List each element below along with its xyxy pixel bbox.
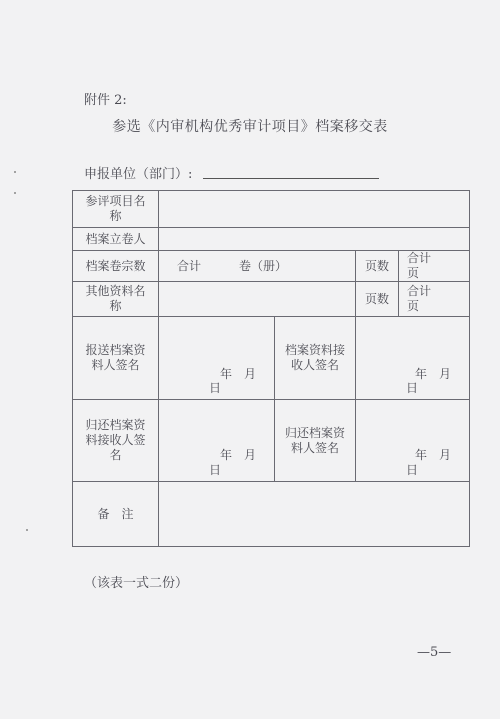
other-materials-value <box>159 282 356 317</box>
other-page-total-label: 合计 <box>407 284 432 298</box>
table-row <box>73 251 470 282</box>
table-row <box>73 228 470 251</box>
page-unit-label: 页 <box>407 266 420 280</box>
other-page-total-cell <box>399 282 470 317</box>
return-receiver-year-month: 年 月 <box>219 448 256 462</box>
reporting-unit-line <box>203 178 379 179</box>
other-materials-label: 其他资料名称 <box>73 282 159 317</box>
filer-value <box>159 228 470 251</box>
return-sender-day: 日 <box>406 463 419 477</box>
project-name-label: 参评项目名称 <box>73 191 159 228</box>
reporting-unit-label: 申报单位（部门）: <box>84 167 193 182</box>
volume-count-cell <box>159 251 356 282</box>
page-count-label: 页数 <box>356 251 399 282</box>
return-receiver-day: 日 <box>209 463 222 477</box>
other-page-count-label: 页数 <box>356 282 399 317</box>
document-title: 参选《内审机构优秀审计项目》档案移交表 <box>112 119 388 135</box>
scan-speck <box>14 171 16 173</box>
transfer-form-table <box>72 190 470 547</box>
volume-count-label: 档案卷宗数 <box>73 251 159 282</box>
table-row <box>73 191 470 228</box>
filer-label: 档案立卷人 <box>73 228 159 251</box>
scan-speck <box>26 529 28 531</box>
page-total-label: 合计 <box>407 251 432 265</box>
return-sender-date-cell <box>356 400 470 482</box>
other-page-unit-label: 页 <box>407 299 420 313</box>
receiver-sign-label: 档案资料接收人签名 <box>275 317 356 400</box>
scan-speck <box>14 192 16 194</box>
table-row <box>73 400 470 482</box>
copies-note: （该表一式二份） <box>84 576 189 591</box>
page-number: —5— <box>417 645 452 660</box>
sender-sign-date-cell <box>159 317 275 400</box>
sender-day: 日 <box>209 381 222 395</box>
sender-year-month: 年 月 <box>219 367 256 381</box>
volume-total-label: 合计 <box>177 258 202 273</box>
return-receiver-label: 归还档案资料接收人签名 <box>73 400 159 482</box>
table-row <box>73 317 470 400</box>
table-row <box>73 482 470 547</box>
volume-unit-label: 卷（册） <box>239 258 288 273</box>
remarks-label: 备 注 <box>73 482 159 547</box>
project-name-value <box>159 191 470 228</box>
table-row <box>73 282 470 317</box>
receiver-year-month: 年 月 <box>415 367 452 381</box>
sender-sign-label: 报送档案资料人签名 <box>73 317 159 400</box>
receiver-sign-date-cell <box>356 317 470 400</box>
page-total-cell <box>399 251 470 282</box>
return-sender-year-month: 年 月 <box>415 448 452 462</box>
remarks-value <box>159 482 470 547</box>
return-sender-label: 归还档案资料人签名 <box>275 400 356 482</box>
return-receiver-date-cell <box>159 400 275 482</box>
attachment-label: 附件 2: <box>84 93 127 108</box>
receiver-day: 日 <box>406 381 419 395</box>
